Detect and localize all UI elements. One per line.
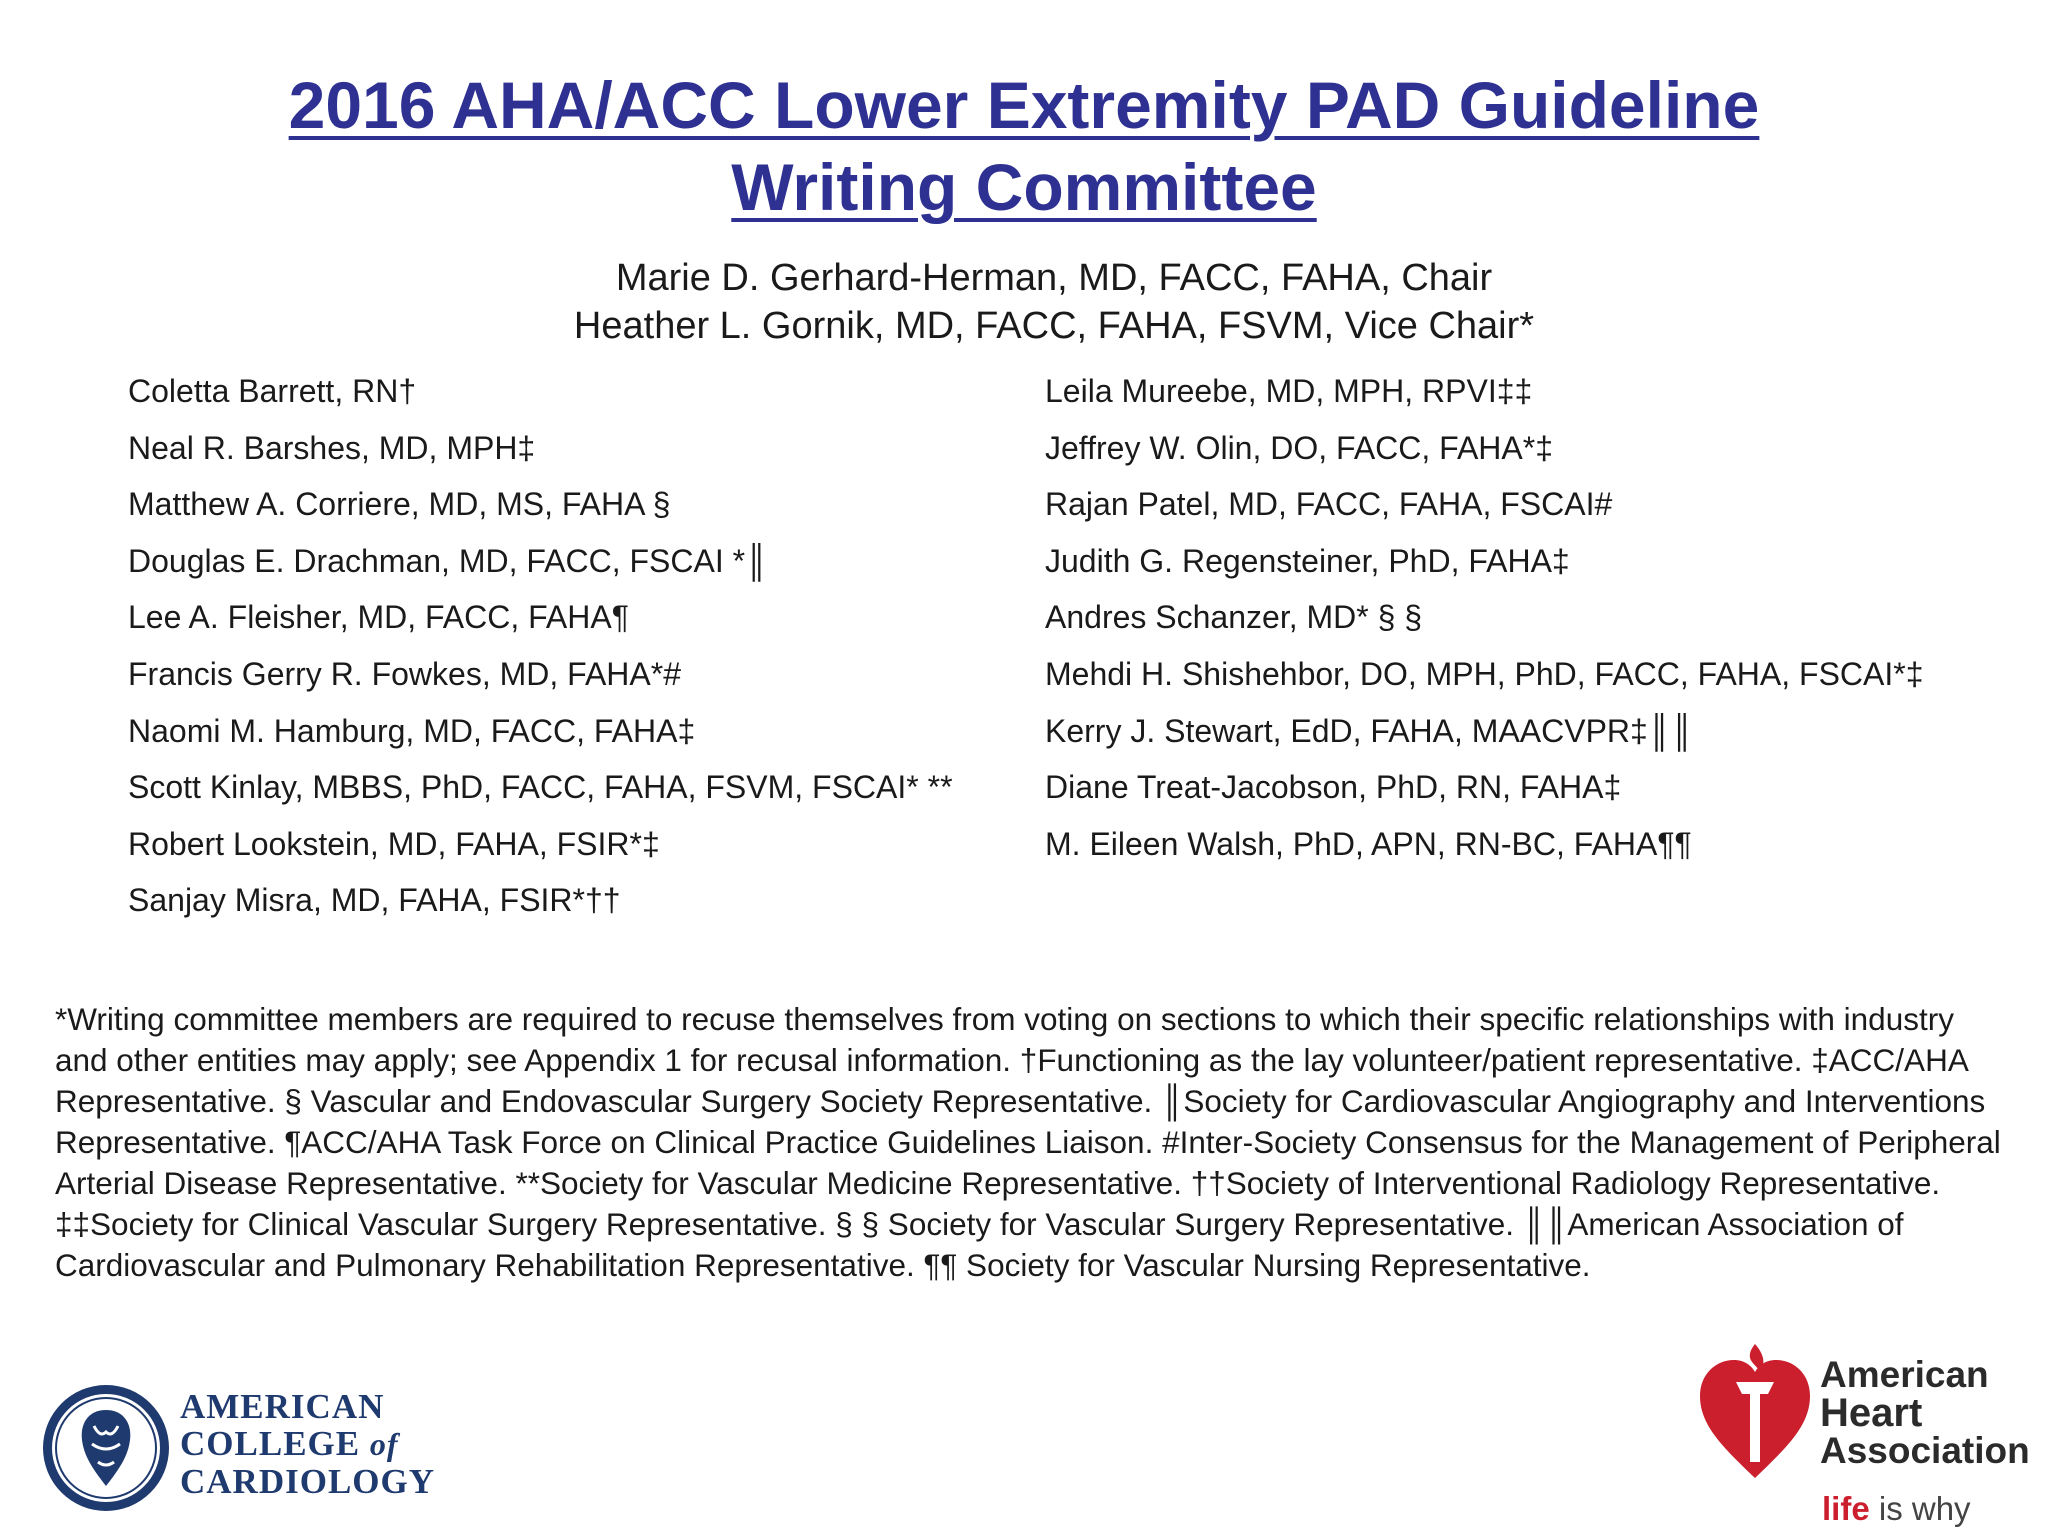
title-line-2: Writing Committee [731,150,1317,224]
members-left-column [128,366,953,932]
member-item: Scott Kinlay, MBBS, PhD, FACC, FAHA, FSVM, FSCAI* ** [128,769,953,806]
member-item: Matthew A. Corriere, MD, MS, FAHA § [128,486,671,523]
member-item: Jeffrey W. Olin, DO, FACC, FAHA*‡ [1045,429,1553,466]
page-title [0,64,2048,228]
acc-line-1: AMERICAN [180,1387,385,1426]
member-item: Kerry J. Stewart, EdD, FAHA, MAACVPR‡║║ [1045,712,1694,749]
member-item: Rajan Patel, MD, FACC, FAHA, FSCAI# [1045,486,1613,523]
member-item: Naomi M. Hamburg, MD, FACC, FAHA‡ [128,712,696,749]
member-item: Lee A. Fleisher, MD, FACC, FAHA¶ [128,599,629,636]
footnote-text: *Writing committee members are required to recuse themselves from voting on sections to which their specific relationships with industry and other entities may apply; see Appendix 1 for recusal information. †Functioning as the lay volunteer/patient representative. ‡ACC/AHA Representative. § Vascular and Endovascular Surgery Society Representative. ║Society for Cardiovascular Angiography and Interventions Representative. ¶ACC/AHA Task Force on Clinical Practice Guidelines Liaison. #Inter-Society Consensus for the Management of Peripheral Arterial Disease Representative. **Society for Vascular Medicine Representative. ††Society of Interventional Radiology Representative. ‡‡Society for Clinical Vascular Surgery Representative. § § Society for Vascular Surgery Representative. ║║American Association of Cardiovascular and Pulmonary Rehabilitation Representative. ¶¶ Society for Vascular Nursing Representative. [55,1001,2001,1283]
member-item: Judith G. Regensteiner, PhD, FAHA‡ [1045,542,1570,579]
member-item: Robert Lookstein, MD, FAHA, FSIR*‡ [128,825,660,862]
tagline-rest: is why [1869,1490,1971,1527]
acc-logo-wordmark [180,1388,435,1500]
aha-line-2: Heart [1820,1391,1923,1435]
aha-tagline [1822,1490,1971,1528]
member-item: Sanjay Misra, MD, FAHA, FSIR*†† [128,882,621,919]
member-item: Douglas E. Drachman, MD, FACC, FSCAI *║ [128,542,768,579]
title-line-1: 2016 AHA/ACC Lower Extremity PAD Guideline [288,68,1760,142]
chair-name: Marie D. Gerhard-Herman, MD, FACC, FAHA, Chair [615,257,1493,299]
member-item: M. Eileen Walsh, PhD, APN, RN-BC, FAHA¶¶ [1045,825,1692,862]
member-item: Leila Mureebe, MD, MPH, RPVI‡‡ [1045,373,1533,409]
member-item: Mehdi H. Shishehbor, DO, MPH, PhD, FACC, FAHA, FSCAI*‡ [1045,655,1924,692]
aha-heart-torch-icon [1694,1338,1816,1493]
vice-chair-name: Heather L. Gornik, MD, FACC, FAHA, FSVM, Vice Chair* [573,305,1535,347]
members-right-column [1045,366,1924,875]
acc-line-2: COLLEGE of [180,1424,399,1463]
aha-logo-wordmark [1820,1356,2030,1470]
acc-seal-icon [40,1382,172,1519]
member-item: Francis Gerry R. Fowkes, MD, FAHA*# [128,655,681,692]
member-item: Diane Treat-Jacobson, PhD, RN, FAHA‡ [1045,769,1622,806]
member-item: Neal R. Barshes, MD, MPH‡ [128,429,536,466]
tagline-life: life [1822,1490,1870,1527]
acc-line-3: CARDIOLOGY [180,1462,436,1501]
member-item: Andres Schanzer, MD* § § [1045,599,1423,636]
chairs-block [0,254,2048,350]
member-item: Coletta Barrett, RN† [128,373,417,409]
aha-line-3: Association [1820,1430,2030,1471]
aha-line-1: American [1820,1354,1989,1395]
